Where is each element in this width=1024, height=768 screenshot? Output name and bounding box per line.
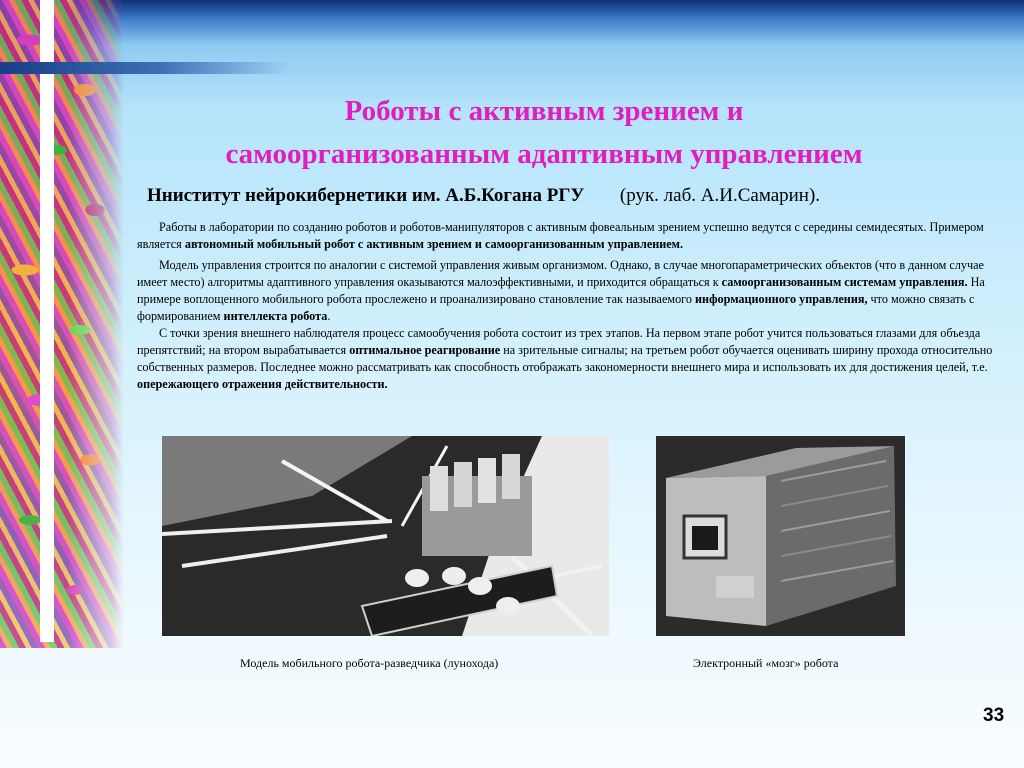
- slide-title: [140, 90, 948, 176]
- title-line-1: Роботы с активным зрением и: [344, 95, 744, 127]
- p2-bold-2: информационного управления,: [695, 292, 868, 306]
- lab-head: (рук. лаб. А.И.Самарин).: [619, 185, 821, 206]
- paragraph-3: [137, 325, 1017, 393]
- robot-photo-caption: Модель мобильного робота-разведчика (лунохода): [240, 656, 499, 670]
- paragraph-2: [137, 257, 1017, 325]
- p2-bold-3: интеллекта робота: [223, 309, 328, 323]
- decorative-floral-border: [0, 0, 124, 648]
- page-number: 33: [983, 705, 1005, 726]
- p2-bold-1: самоорганизованным системам управления.: [721, 275, 968, 289]
- body-text: [137, 219, 1017, 397]
- p3-text-2: на зрительные сигналы; на третьем робот обучается оценивать ширину прохода относительно собственных размеров. Последнее можно рассматривать как способность отображать закономерности внешнего мира и использовать их для достижения целей, т.е.: [137, 343, 993, 374]
- p2-text-4: .: [327, 309, 331, 323]
- p1-text: Работы в лаборатории по созданию роботов и роботов-манипуляторов с активным фовеальным зрением успешно ведутся с середины семидесятых. Примером является: [137, 220, 984, 251]
- decorative-top-bar: [0, 62, 290, 74]
- p2-text-3: что можно связать с формированием: [137, 292, 975, 323]
- p1-bold: автономный мобильный робот с активным зрением и самоорганизованным управлением.: [184, 237, 684, 251]
- robot-brain-photo: [656, 436, 905, 636]
- robot-photo-image: [162, 436, 609, 636]
- paragraph-1: [137, 219, 1017, 253]
- p3-bold-1: оптимальное реагирование: [349, 343, 501, 357]
- institute-subtitle: [147, 185, 820, 207]
- robot-brain-caption: Электронный «мозг» робота: [693, 656, 839, 670]
- robot-photo: [162, 436, 609, 636]
- p2-text-1: Модель управления строится по аналогии с системой управления живым организмом. Однако, в случае многопараметрических объектов (что в данном случае имеет место) алгоритмы адаптивного управления оказываются малоэффективными, и приходится обращаться к: [137, 258, 984, 289]
- p3-bold-2: опережающего отражения действительности.: [137, 377, 388, 391]
- decorative-white-stripe: [40, 0, 54, 642]
- p2-text-2: На примере воплощенного мобильного робота прослежено и проанализировано становление так называемого: [137, 275, 985, 306]
- p3-text-1: С точки зрения внешнего наблюдателя процесс самообучения робота состоит из трех этапов. На первом этапе робот учится пользоваться глазами для объезда препятствий; на втором вырабатывается: [137, 326, 981, 357]
- institute-name: Нниститут нейрокибернетики им. А.Б.Когана РГУ: [147, 185, 585, 206]
- title-line-2: самоорганизованным адаптивным управлением: [225, 138, 863, 170]
- robot-brain-photo-image: [656, 436, 905, 636]
